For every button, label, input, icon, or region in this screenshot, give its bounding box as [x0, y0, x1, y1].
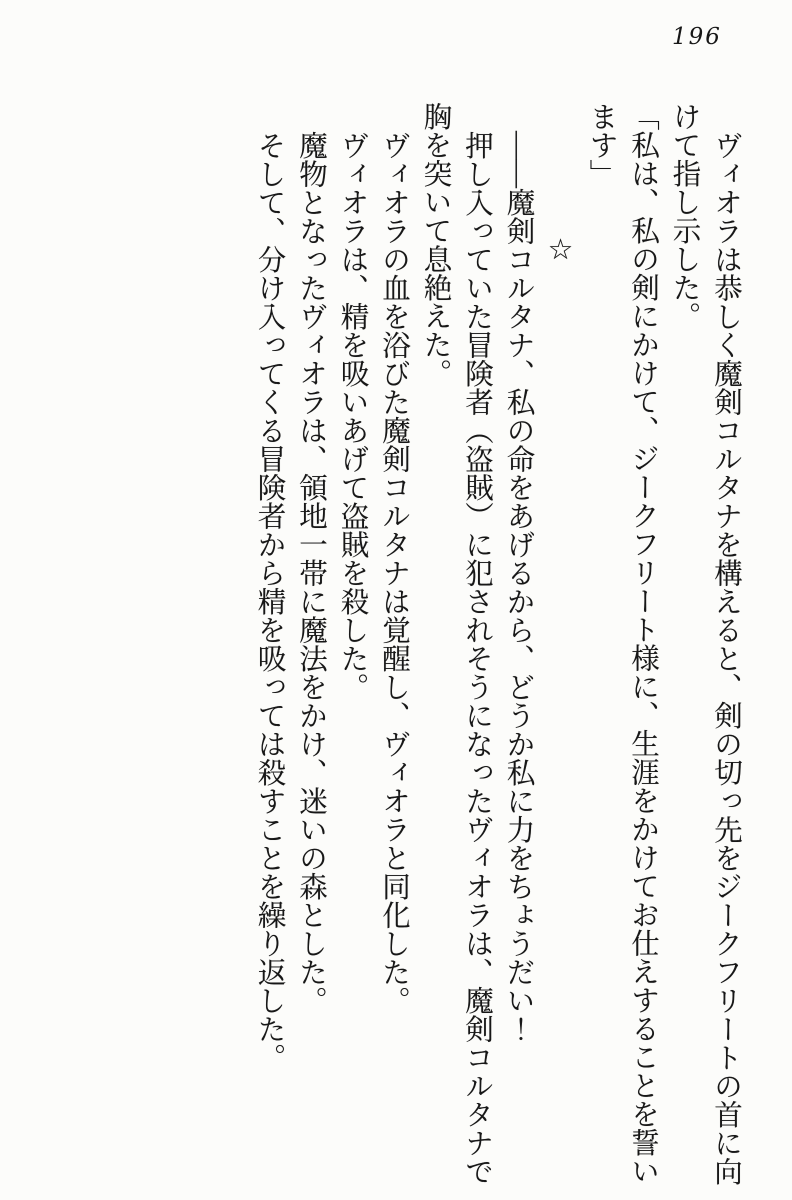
paragraph-cortana-plea: ――魔剣コルタナ、私の命をあげるから、どうか私に力をちょうだい！ [502, 130, 534, 1043]
scene-break-star: ☆ [544, 233, 575, 266]
paragraph-viola-kills-thief: ヴィオラは、精を吸いあげて盗賊を殺した。 [336, 130, 368, 701]
paragraph-repeat-killing: そして、分け入ってくる冒険者から精を吸っては殺すことを繰り返した。 [253, 130, 285, 1071]
page-number: 196 [672, 24, 722, 50]
paragraph-lost-forest: 魔物となったヴィオラは、領地一帯に魔法をかけ、迷いの森とした。 [295, 130, 326, 1014]
paragraph-oath-dialogue: 「私は、私の剣にかけて、ジークフリート様に、生涯をかけてお仕えすることを誓います」 [585, 102, 658, 1185]
vertical-text-block [248, 102, 746, 1185]
paragraph-sword-awakens: ヴィオラの血を浴びた魔剣コルタナは覚醒し、ヴィオラと同化した。 [378, 130, 409, 1014]
paragraph-intruder-thief: 押し入っていた冒険者（盗賊）に犯されそうになったヴィオラは、魔剣コルタナで胸を突いて息絶えた。 [419, 102, 492, 1185]
paragraph-viola-points-sword: ヴィオラは恭しく魔剣コルタナを構えると、剣の切っ先をジークフリートの首に向けて指し示した。 [668, 102, 741, 1185]
